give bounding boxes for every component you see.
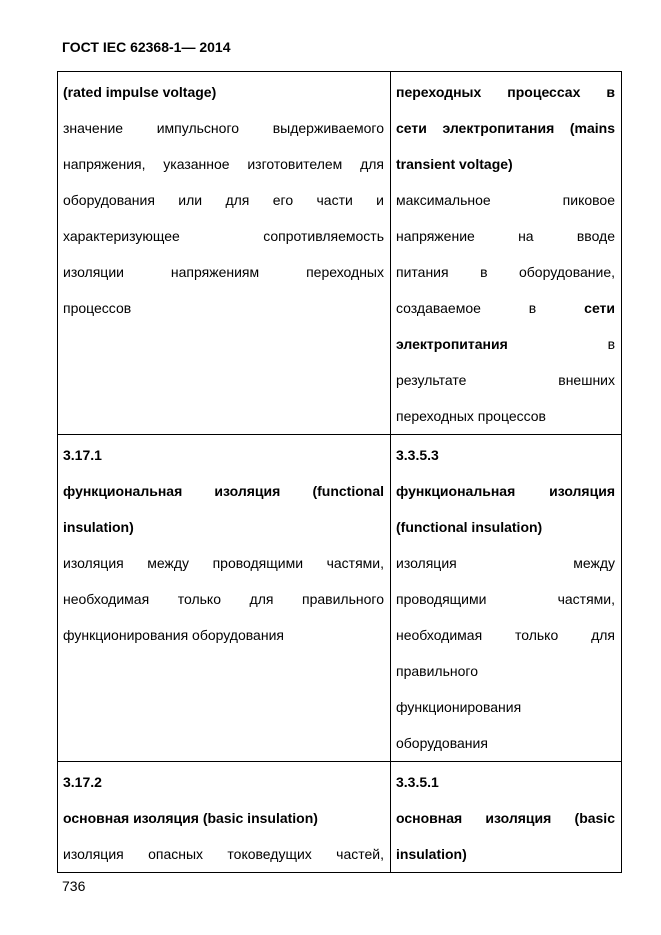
- table-cell: [58, 762, 391, 873]
- term-line: основная изоляция (basic insulation): [63, 810, 318, 826]
- table-cell: [391, 762, 622, 873]
- definition-line: изоляция опасных токоведущих частей,: [63, 846, 384, 862]
- clause-number: 3.17.2: [63, 774, 102, 790]
- clause-number: 3.3.5.3: [396, 447, 439, 463]
- definition-line: [396, 326, 615, 362]
- definition-line: изоляция между: [396, 555, 615, 571]
- definition-line: характеризующее сопротивляемость: [63, 228, 384, 244]
- definition-line: необходимая только для правильного: [63, 591, 384, 607]
- term-line: сети электропитания (mains: [396, 120, 615, 136]
- term-fragment: сети: [584, 300, 616, 316]
- term-line: (functional insulation): [396, 519, 543, 535]
- term-line: основная изоляция (basic: [396, 810, 615, 826]
- definition-line: изоляции напряжениям переходных: [63, 264, 384, 280]
- term-line: insulation): [63, 519, 134, 535]
- definition-line: напряжения, указанное изготовителем для: [63, 156, 384, 172]
- comparison-table: [57, 71, 622, 873]
- term-line: функциональная изоляция (functional: [63, 483, 384, 499]
- definition-line: переходных процессов: [396, 408, 546, 424]
- definition-line: оборудования: [396, 735, 488, 751]
- definition-line: правильного: [396, 663, 478, 679]
- table-cell: [391, 72, 622, 435]
- document-header: ГОСТ IEC 62368-1— 2014: [62, 39, 231, 55]
- definition-line: оборудования или для его части и: [63, 192, 384, 208]
- term-line: transient voltage): [396, 156, 513, 172]
- term-line: insulation): [396, 846, 467, 862]
- definition-line: процессов: [63, 300, 132, 316]
- term-english: (rated impulse voltage): [63, 84, 217, 100]
- definition-line: значение импульсного выдерживаемого: [63, 120, 384, 136]
- clause-number: 3.3.5.1: [396, 774, 439, 790]
- table-row: [58, 762, 622, 873]
- table-row: [58, 72, 622, 435]
- definition-line: напряжение на вводе: [396, 228, 615, 244]
- definition-line: изоляция между проводящими частями,: [63, 555, 384, 571]
- definition-text: в: [607, 336, 615, 352]
- definition-line: [396, 290, 615, 326]
- definition-line: питания в оборудование,: [396, 264, 615, 280]
- definition-text: создаваемое в: [396, 300, 537, 316]
- table-cell: [391, 435, 622, 762]
- definition-line: результате внешних: [396, 372, 615, 388]
- page-number: 736: [62, 878, 86, 894]
- definition-line: максимальное пиковое: [396, 192, 615, 208]
- table-row: [58, 435, 622, 762]
- definition-line: функционирования оборудования: [63, 627, 284, 643]
- term-line: функциональная изоляция: [396, 483, 615, 499]
- term-fragment: электропитания: [396, 336, 508, 352]
- definition-line: функционирования: [396, 699, 522, 715]
- definition-line: проводящими частями,: [396, 591, 615, 607]
- clause-number: 3.17.1: [63, 447, 102, 463]
- table-cell: [58, 435, 391, 762]
- term-line: переходных процессах в: [396, 84, 615, 100]
- definition-line: необходимая только для: [396, 627, 615, 643]
- table-cell: [58, 72, 391, 435]
